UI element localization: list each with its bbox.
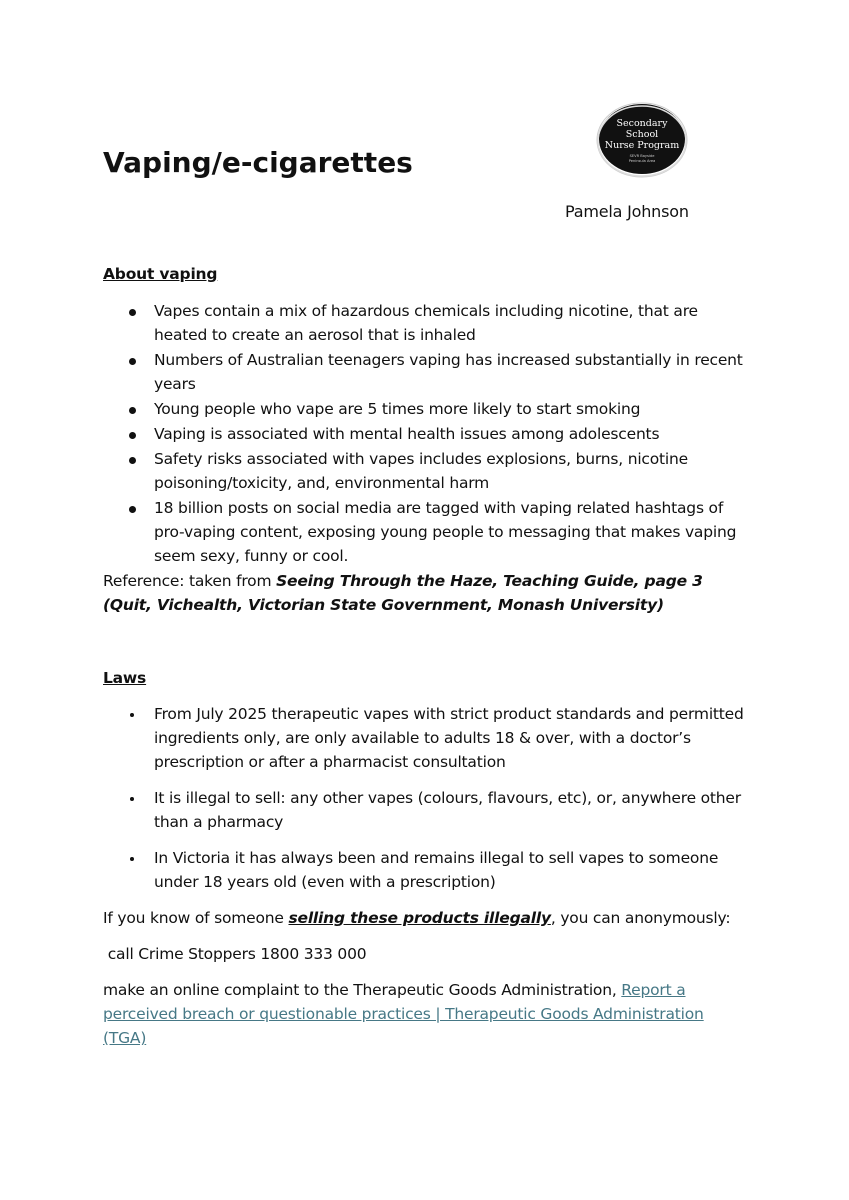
school-nurse-program-logo	[596, 102, 688, 178]
bullet-icon	[129, 506, 136, 513]
report-intro-suffix: , you can anonymously:	[550, 909, 731, 927]
author-name: Pamela Johnson	[565, 202, 689, 221]
bullet-icon	[130, 797, 134, 801]
logo-small-2: Peninsula Area	[628, 159, 656, 163]
bullet-icon	[129, 309, 136, 316]
logo-line-2: School	[625, 129, 659, 140]
bullet-icon	[129, 457, 136, 464]
document-body	[103, 262, 749, 1050]
report-intro	[103, 906, 749, 930]
bullet-icon	[129, 358, 136, 365]
bullet-icon	[130, 857, 134, 861]
list-item: Numbers of Australian teenagers vaping has increased substantially in recent years	[103, 348, 749, 396]
bullet-icon	[129, 432, 136, 439]
about-vaping-heading: About vaping	[103, 265, 218, 283]
reference-note	[103, 569, 749, 617]
list-item: Young people who vape are 5 times more likely to start smoking	[103, 397, 749, 421]
bullet-icon	[130, 713, 134, 717]
about-vaping-list	[103, 299, 749, 568]
report-intro-emphasis: selling these products illegally	[288, 909, 551, 927]
list-item: It is illegal to sell: any other vapes (colours, flavours, etc), or, anywhere other than a pharmacy	[103, 786, 749, 834]
laws-list	[103, 702, 749, 894]
crime-stoppers-line: call Crime Stoppers 1800 333 000	[103, 945, 367, 963]
tga-complaint-prefix: make an online complaint to the Therapeutic Goods Administration,	[103, 981, 622, 999]
page-title: Vaping/e-cigarettes	[103, 146, 413, 179]
reference-source: Seeing Through the Haze, Teaching Guide, page 3 (Quit, Vichealth, Victorian State Government, Monash University)	[103, 572, 703, 614]
logo-line-1: Secondary	[616, 118, 668, 129]
list-item: 18 billion posts on social media are tagged with vaping related hashtags of pro-vaping content, exposing young people to messaging that makes vaping seem sexy, funny or cool.	[103, 496, 749, 568]
list-item: Vaping is associated with mental health issues among adolescents	[103, 422, 749, 446]
tga-complaint-line	[103, 978, 749, 1050]
laws-heading: Laws	[103, 669, 147, 687]
logo-line-3: Nurse Program	[604, 140, 680, 151]
tga-report-link[interactable]: Report a perceived breach or questionable practices | Therapeutic Goods Administration (TGA)	[103, 981, 704, 1047]
list-item: Safety risks associated with vapes includes explosions, burns, nicotine poisoning/toxicity, and, environmental harm	[103, 447, 749, 495]
list-item: Vapes contain a mix of hazardous chemicals including nicotine, that are heated to create an aerosol that is inhaled	[103, 299, 749, 347]
list-item: In Victoria it has always been and remains illegal to sell vapes to someone under 18 years old (even with a prescription)	[103, 846, 749, 894]
report-intro-prefix: If you know of someone	[103, 909, 289, 927]
list-item: From July 2025 therapeutic vapes with strict product standards and permitted ingredients only, are only available to adults 18 & over, with a doctor’s prescription or after a pharmacist consultation	[103, 702, 749, 774]
logo-small-1: SEVR Bayside	[629, 154, 655, 158]
reference-prefix: Reference: taken from	[103, 572, 277, 590]
bullet-icon	[129, 407, 136, 414]
